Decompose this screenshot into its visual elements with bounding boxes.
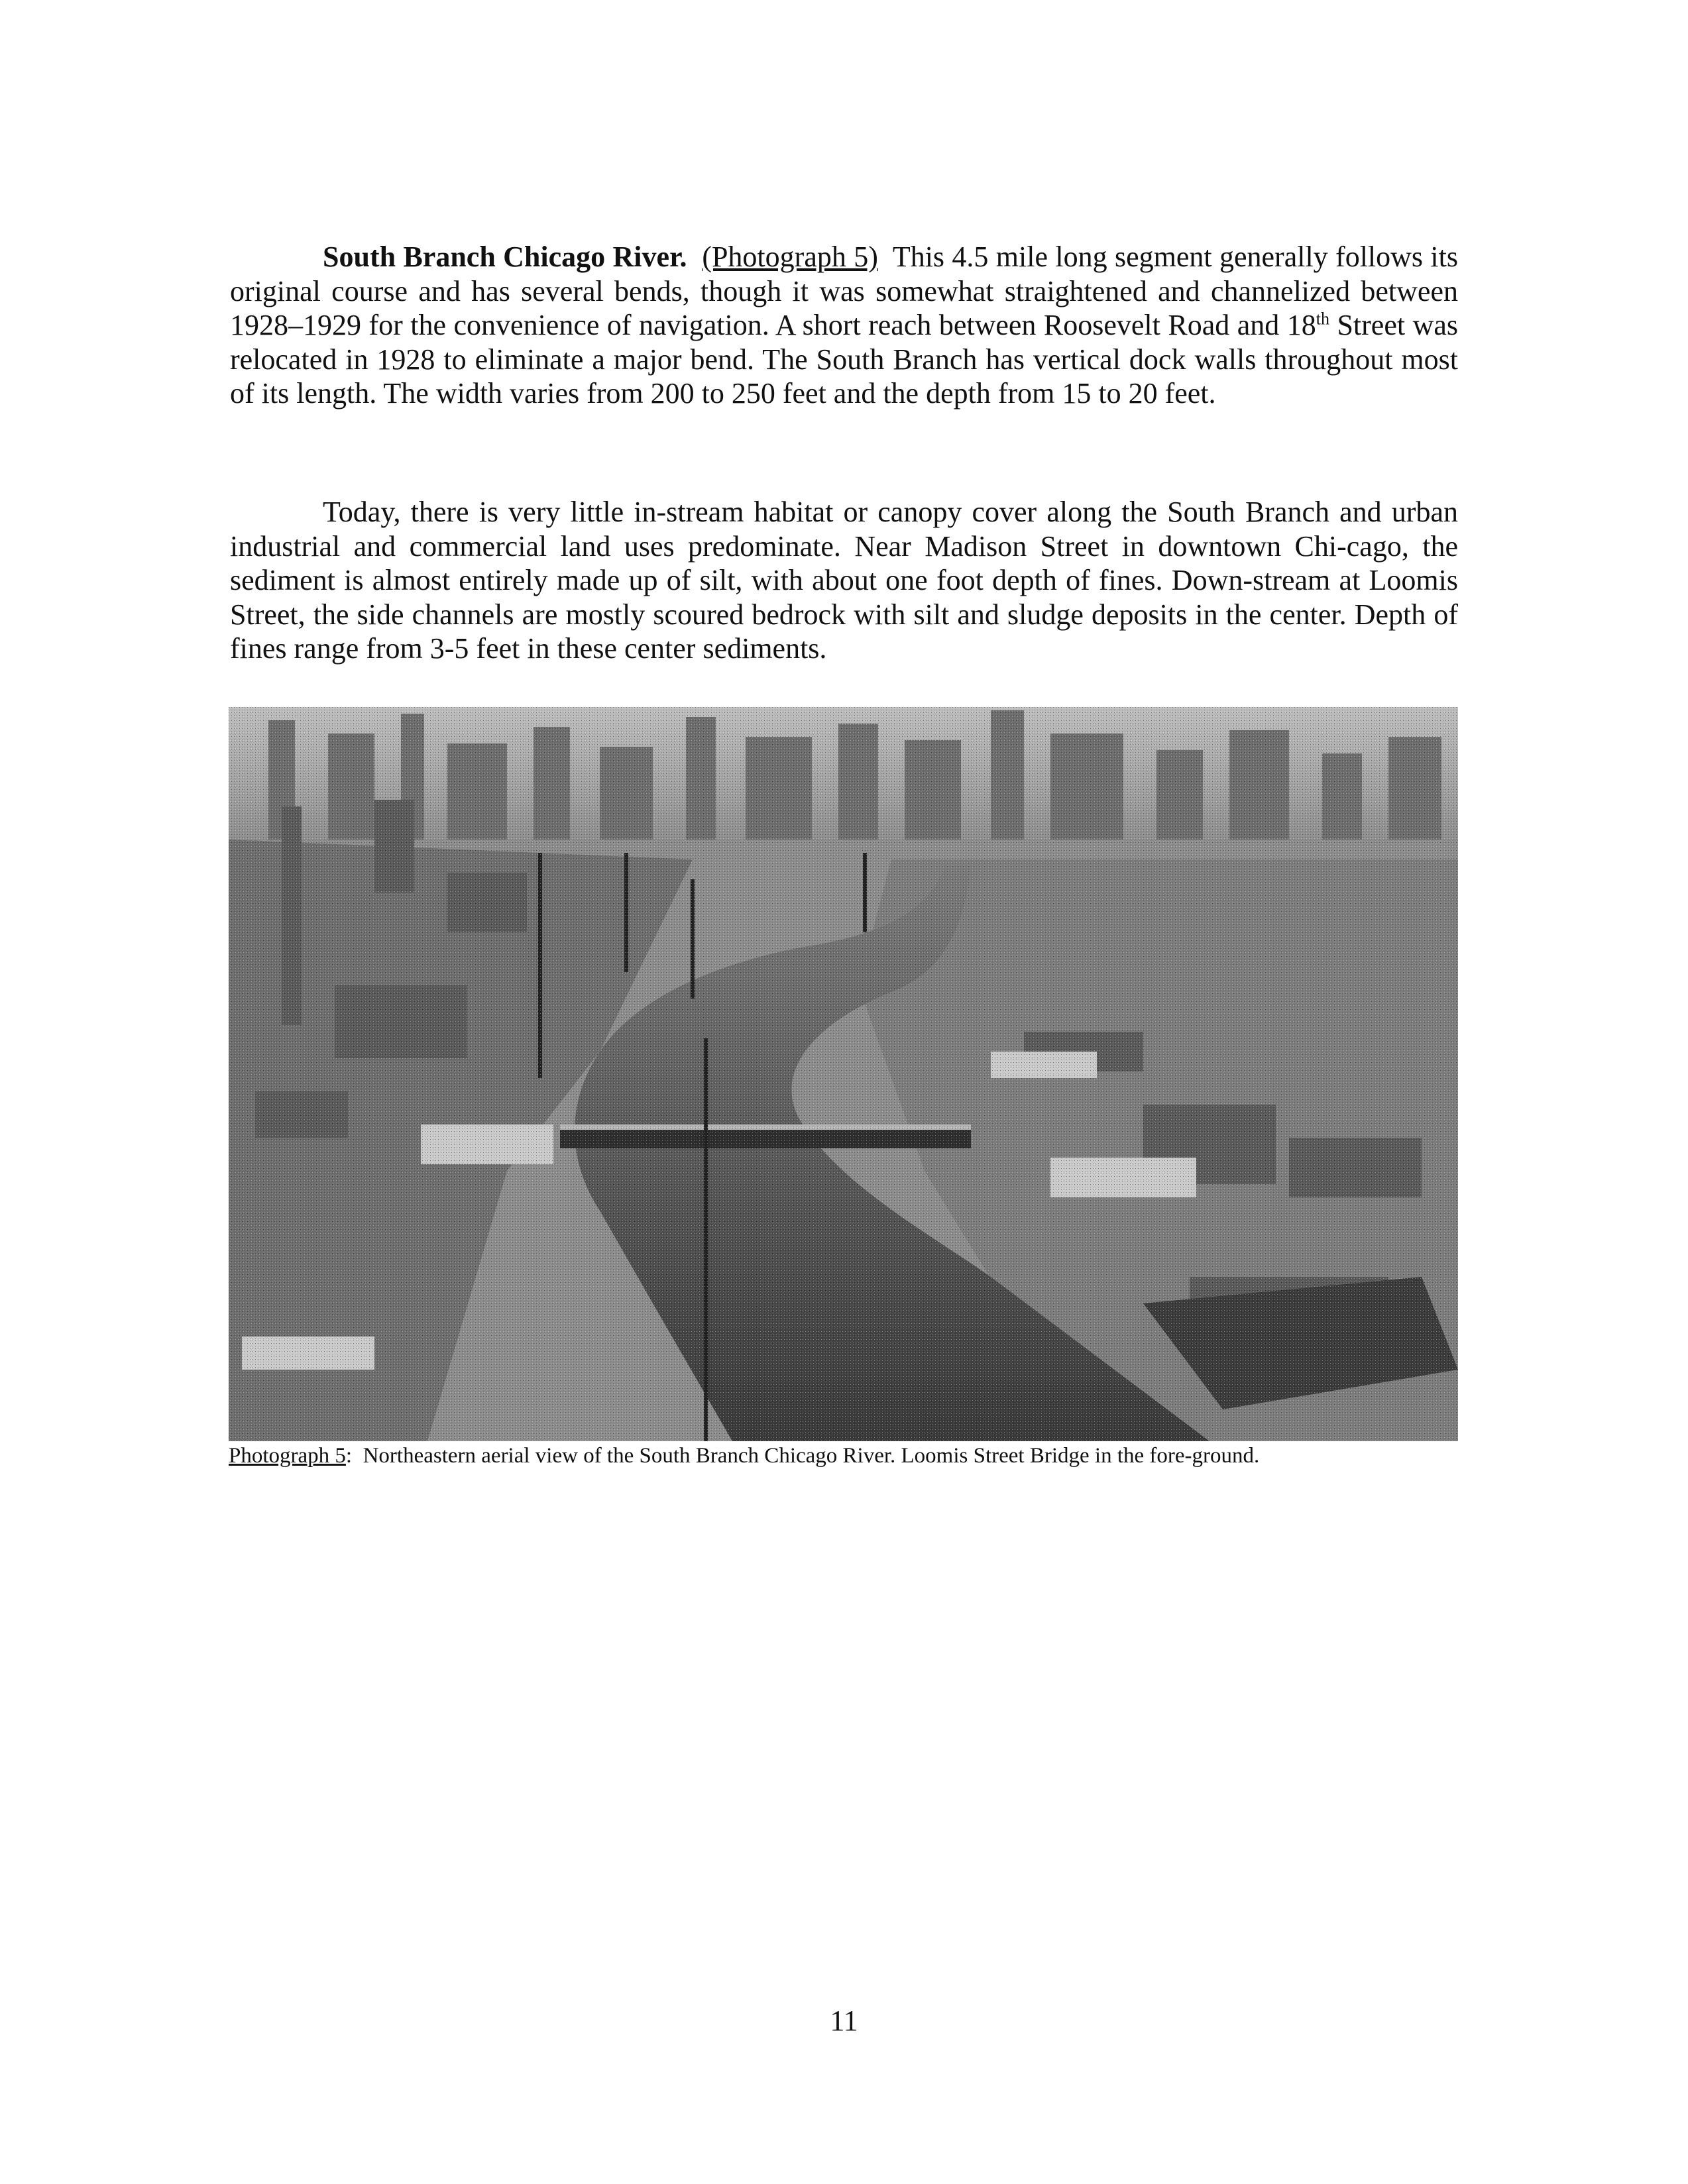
- paragraph-2-text: Today, there is very little in-stream habitat or canopy cover along the South Branch and urban industrial and commercial land uses predominate. Near Madison Street in downtown Chi-cago, the sediment is almost entirely made up of silt, with about one foot depth of fines. Down-stream at Loomis Street, the side channels are mostly scoured bedrock with silt and sludge deposits in the center. Depth of fines range from 3-5 feet in these center sediments.: [230, 496, 1458, 665]
- section-heading: South Branch Chicago River.: [323, 241, 687, 273]
- caption-text: Northeastern aerial view of the South Branch Chicago River. Loomis Street Bridge in the fore-ground.: [363, 1444, 1260, 1468]
- page-number: 11: [830, 2004, 858, 2037]
- photograph-reference-link[interactable]: (Photograph 5): [702, 241, 878, 273]
- paragraph-1: [230, 240, 1458, 411]
- figure-caption: Photograph 5: Northeastern aerial view of the South Branch Chicago River. Loomis Street Bridge in the fore-ground.: [229, 1444, 1260, 1468]
- ordinal-superscript: th: [1316, 309, 1329, 329]
- paragraph-1-text-b: Street was relocated in 1928 to eliminate a major bend. The South Branch has vertical dock walls throughout most of its length. The width varies from 200 to 250 feet and the depth from 15 to 20 feet.: [230, 309, 1458, 410]
- aerial-photograph: [229, 707, 1458, 1441]
- paragraph-1-text-a: This 4.5 mile long segment generally follows its original course and has several bends, though it was somewhat straightened and channelized between 1928–1929 for the convenience of navigation. A short reach between Roosevelt Road and 18: [230, 241, 1458, 341]
- paragraph-2: [230, 495, 1458, 666]
- caption-label-link[interactable]: Photograph 5: [229, 1444, 346, 1468]
